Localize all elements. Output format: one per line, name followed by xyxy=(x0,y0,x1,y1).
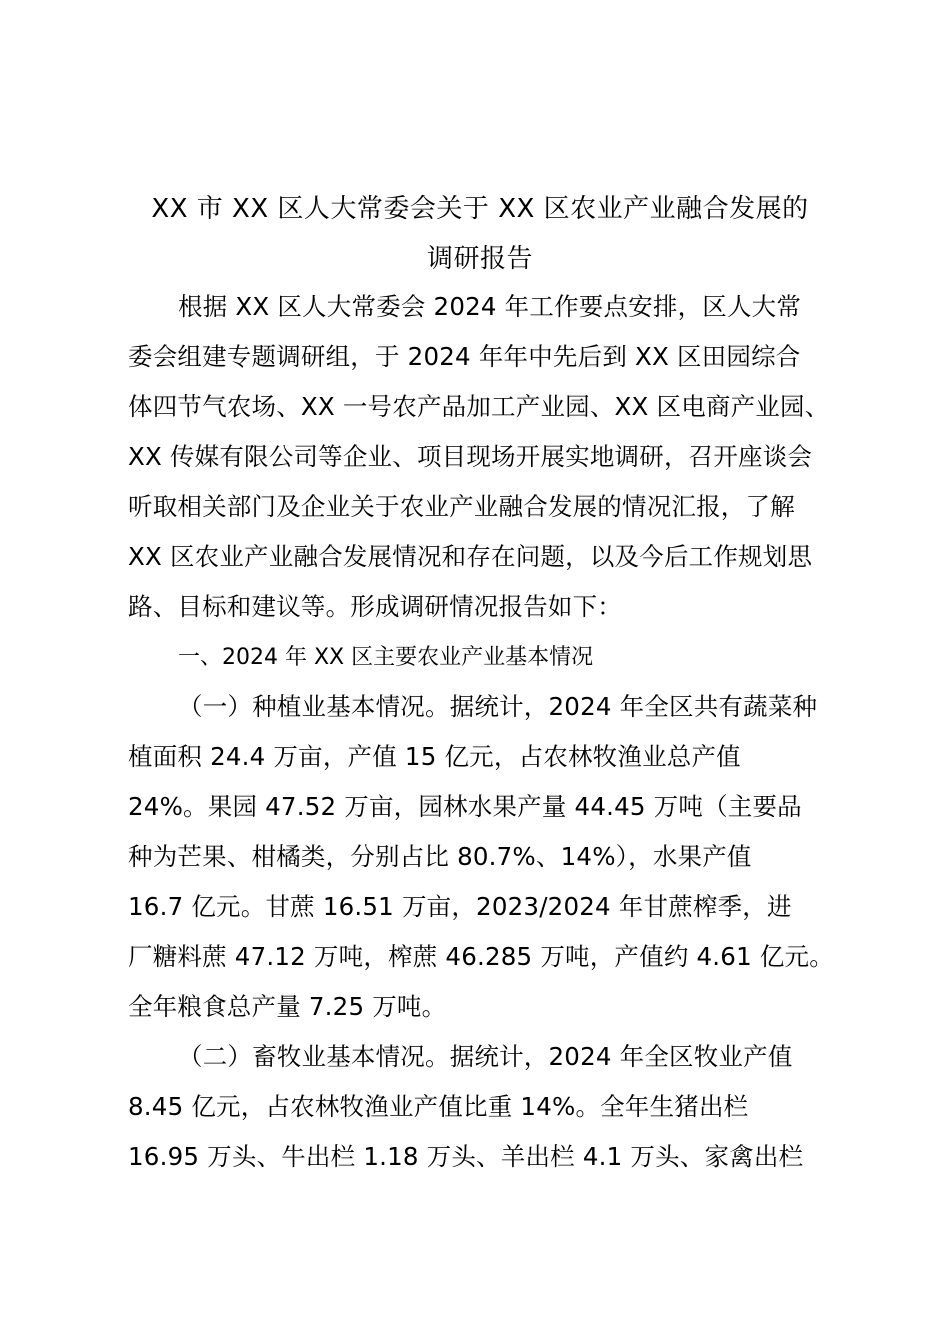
intro-line-6: XX 区农业产业融合发展情况和存在问题，以及今后工作规划思 xyxy=(128,542,813,571)
sub1-line-6: 厂糖料蔗 47.12 万吨，榨蔗 46.285 万吨，产值约 4.61 亿元。 xyxy=(128,942,834,971)
document-title-line-1: XX 市 XX 区人大常委会关于 XX 区农业产业融合发展的 xyxy=(151,194,809,224)
sub1-line-5: 16.7 亿元。甘蔗 16.51 万亩，2023/2024 年甘蔗榨季，进 xyxy=(128,892,792,921)
intro-line-4: XX 传媒有限公司等企业、项目现场开展实地调研，召开座谈会 xyxy=(128,442,813,471)
sub1-line-4: 种为芒果、柑橘类，分别占比 80.7%、14%），水果产值 xyxy=(128,842,752,871)
intro-line-3: 体四节气农场、XX 一号农产品加工产业园、XX 区电商产业园、 xyxy=(128,392,830,421)
intro-line-7: 路、目标和建议等。形成调研情况报告如下： xyxy=(128,592,622,621)
sub1-line-3: 24%。果园 47.52 万亩，园林水果产量 44.45 万吨（主要品 xyxy=(128,792,802,821)
sub1-line-2: 植面积 24.4 万亩，产值 15 亿元，占农林牧渔业总产值 xyxy=(128,742,741,771)
sub1-line-1: （一）种植业基本情况。据统计，2024 年全区共有蔬菜种 xyxy=(178,692,818,721)
sub1-line-7: 全年粮食总产量 7.25 万吨。 xyxy=(128,992,447,1021)
section-1-heading: 一、2024 年 XX 区主要农业产业基本情况 xyxy=(178,645,594,670)
intro-line-2: 委会组建专题调研组，于 2024 年年中先后到 XX 区田园综合 xyxy=(128,342,801,371)
intro-line-1: 根据 XX 区人大常委会 2024 年工作要点安排，区人大常 xyxy=(178,292,802,321)
sub2-line-1: （二）畜牧业基本情况。据统计，2024 年全区牧业产值 xyxy=(178,1042,793,1071)
sub2-line-2: 8.45 亿元，占农林牧渔业产值比重 14%。全年生猪出栏 xyxy=(128,1092,749,1121)
document-title-line-2: 调研报告 xyxy=(426,244,533,274)
intro-line-5: 听取相关部门及企业关于农业产业融合发展的情况汇报，了解 xyxy=(128,492,795,521)
sub2-line-3: 16.95 万头、牛出栏 1.18 万头、羊出栏 4.1 万头、家禽出栏 xyxy=(128,1142,804,1171)
